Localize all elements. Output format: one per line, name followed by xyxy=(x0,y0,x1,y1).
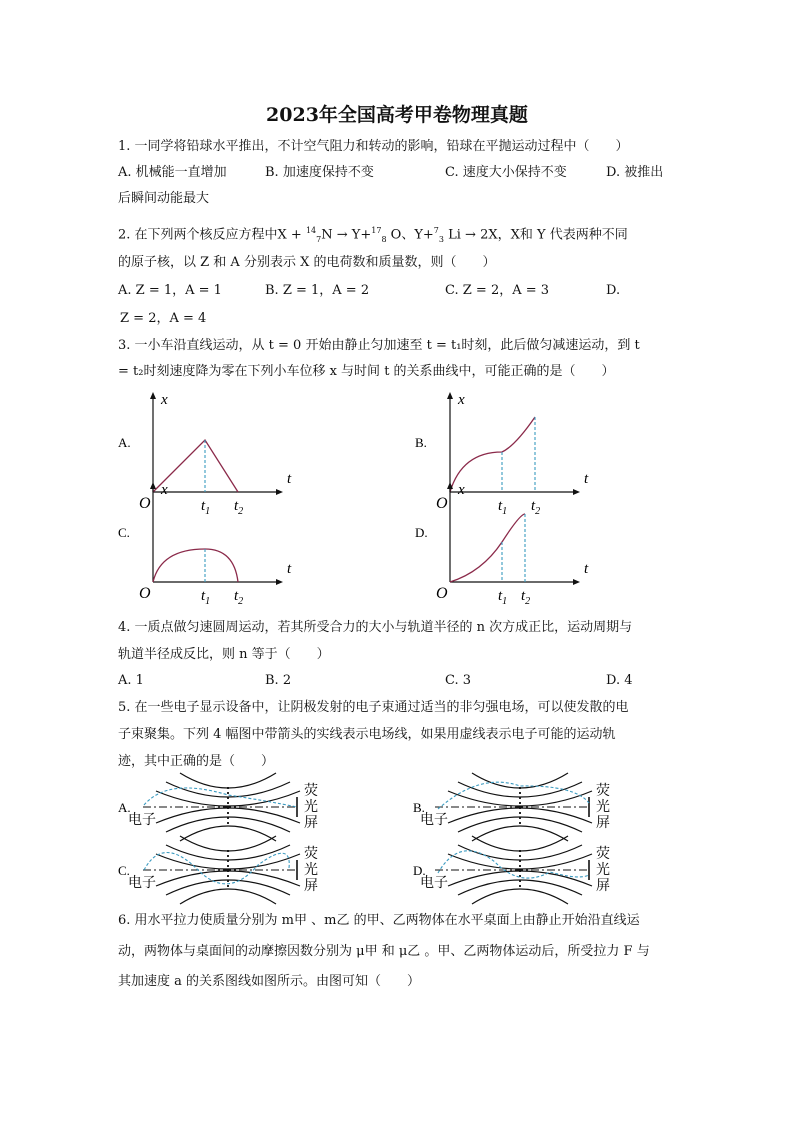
screen-label: 荧 xyxy=(596,847,610,862)
q5-line2: 子束聚集。下列 4 幅图中带箭头的实线表示电场线，如果用虚线表示电子可能的运动轨 xyxy=(118,727,616,742)
axis-label-x: x xyxy=(458,392,465,408)
n-charge: 7 xyxy=(316,234,322,244)
electron-label: 电子 xyxy=(128,876,156,891)
screen-label: 荧 xyxy=(596,784,610,799)
screen-label: 荧 xyxy=(304,847,318,862)
q1-option-d-cont: 后瞬间动能最大 xyxy=(118,191,210,206)
axis-label-x: x xyxy=(458,482,465,498)
electron-trajectory xyxy=(438,851,589,878)
q6-line3: 其加速度 a 的关系图线如图所示。由图可知（ ） xyxy=(118,974,421,989)
arrow-icon xyxy=(276,579,283,585)
t1-label: $t_1$ xyxy=(498,498,508,517)
q6-line1: 6. 用水平拉力使质量分别为 m甲 、m乙 的甲、乙两物体在水平桌面上由静止开始沿直线运 xyxy=(118,913,640,928)
q1-option-a: A. 机械能一直增加 xyxy=(118,165,227,180)
axis-label-t: t xyxy=(287,561,292,577)
screen-label: 荧 xyxy=(304,784,318,799)
screen-label: 屏 xyxy=(596,816,610,831)
screen-label: 屏 xyxy=(304,816,318,831)
field-line xyxy=(458,817,582,832)
q2-text: 2. 在下列两个核反应方程中X + xyxy=(118,227,306,243)
t1-label: $t_1$ xyxy=(498,588,508,607)
n-symbol: N xyxy=(321,227,333,243)
screen-label: 光 xyxy=(596,863,610,878)
o-mass: 17 xyxy=(371,226,382,235)
q1-option-b: B. 加速度保持不变 xyxy=(265,165,374,180)
axis-label-x: x xyxy=(161,482,168,498)
screen-label: 屏 xyxy=(596,879,610,894)
field-line xyxy=(156,808,300,823)
q2-line2: 的原子核，以 Z 和 A 分别表示 X 的电荷数和质量数，则（ ） xyxy=(118,255,496,270)
graph-label: C. xyxy=(118,525,130,540)
origin-label: O xyxy=(436,495,448,512)
q5-line3: 迹，其中正确的是（ ） xyxy=(118,754,275,769)
q1-option-d: D. 被推出 xyxy=(606,165,664,180)
arrow-icon xyxy=(447,392,453,399)
arrow-icon xyxy=(150,392,156,399)
q4-option-d: D. 4 xyxy=(606,673,633,688)
graph-label: B. xyxy=(415,435,427,450)
q4-option-b: B. 2 xyxy=(265,673,292,688)
field-line xyxy=(448,808,592,823)
q2-option-d: D. xyxy=(606,283,621,298)
screen-label: 光 xyxy=(596,800,610,815)
q4-option-c: C. 3 xyxy=(445,673,472,688)
screen-label: 光 xyxy=(304,800,318,815)
q1-stem: 1. 一同学将铅球水平推出，不计空气阻力和转动的影响，铅球在平抛运动过程中（ ） xyxy=(118,139,629,154)
axis-label-t: t xyxy=(287,471,292,487)
axis-label-t: t xyxy=(584,471,589,487)
arrow-icon xyxy=(573,579,580,585)
field-line xyxy=(448,871,592,886)
q6-line2: 动，两物体与桌面间的动摩擦因数分别为 μ甲 和 μ乙 。甲、乙两物体运动后，所受拉力 F 与 xyxy=(118,944,650,959)
arrow-icon xyxy=(276,489,283,495)
field-line xyxy=(180,889,276,904)
field-line xyxy=(180,836,276,851)
field-line xyxy=(458,880,582,895)
q4-line2: 轨道半径成反比，则 n 等于（ ） xyxy=(118,647,330,662)
o-charge: 8 xyxy=(381,234,387,244)
field-line xyxy=(180,773,276,788)
electron-label: 电子 xyxy=(420,876,448,891)
t1-label: $t_1$ xyxy=(201,588,211,607)
field-line xyxy=(472,773,568,788)
field-line xyxy=(166,845,290,860)
q4-line1: 4. 一质点做匀速圆周运动，若其所受合力的大小与轨道半径的 n 次方成正比，运动周期与 xyxy=(118,620,633,635)
x-t-curve xyxy=(450,514,525,582)
page-title: 2023年全国高考甲卷物理真题 xyxy=(266,104,528,126)
x-t-curve xyxy=(153,549,238,582)
q2-text: Li → 2X，X和 Y 代表两种不同 xyxy=(443,227,628,243)
field-line xyxy=(166,880,290,895)
electron-label: 电子 xyxy=(420,813,448,828)
electron-trajectory xyxy=(144,788,297,807)
q2-option-b: B. Z = 1，A = 2 xyxy=(265,283,370,298)
field-line xyxy=(472,836,568,851)
diagram-label: A. xyxy=(118,800,131,815)
q4-option-a: A. 1 xyxy=(118,673,144,688)
t2-label: $t_2$ xyxy=(234,498,244,517)
graph-label: D. xyxy=(415,525,428,540)
li-mass: 7 xyxy=(433,226,439,235)
arrow-icon xyxy=(573,489,580,495)
origin-label: O xyxy=(436,585,448,602)
n-mass: 14 xyxy=(305,226,317,235)
electron-label: 电子 xyxy=(128,813,156,828)
q2-text: O、Y+ xyxy=(386,227,434,243)
q2-text: → Y+ xyxy=(332,227,372,243)
graph-label: A. xyxy=(118,435,131,450)
t2-label: $t_2$ xyxy=(521,588,531,607)
field-line xyxy=(458,782,582,797)
q2-option-d-cont: Z = 2，A = 4 xyxy=(120,311,207,326)
field-line xyxy=(180,826,276,841)
t2-label: $t_2$ xyxy=(531,498,541,517)
li-charge: 3 xyxy=(438,234,444,244)
screen-label: 屏 xyxy=(304,879,318,894)
q1-option-c: C. 速度大小保持不变 xyxy=(445,165,567,180)
diagram-label: D. xyxy=(413,863,426,878)
arrow-icon xyxy=(150,482,156,489)
diagram-label: B. xyxy=(413,800,425,815)
field-line xyxy=(166,782,290,797)
screen-label: 光 xyxy=(304,863,318,878)
axis-label-t: t xyxy=(584,561,589,577)
field-line xyxy=(472,889,568,904)
field-line xyxy=(472,826,568,841)
q2-option-c: C. Z = 2，A = 3 xyxy=(445,283,550,298)
q3-line1: 3. 一小车沿直线运动，从 t = 0 开始由静止匀加速至 t = t₁时刻，此后做匀减速运动，到 t xyxy=(118,338,640,353)
q5-line1: 5. 在一些电子显示设备中，让阴极发射的电子束通过适当的非匀强电场，可以使发散的电 xyxy=(118,700,629,715)
t1-label: $t_1$ xyxy=(201,498,211,517)
origin-label: O xyxy=(139,495,151,512)
origin-label: O xyxy=(139,585,151,602)
axis-label-x: x xyxy=(161,392,168,408)
x-t-curve xyxy=(450,417,535,492)
t2-label: $t_2$ xyxy=(234,588,244,607)
diagram-label: C. xyxy=(118,863,130,878)
q3-line2: = t₂时刻速度降为零在下列小车位移 x 与时间 t 的关系曲线中，可能正确的是（ ） xyxy=(118,364,615,379)
q2-option-a: A. Z = 1，A = 1 xyxy=(118,283,222,298)
field-line xyxy=(166,817,290,832)
